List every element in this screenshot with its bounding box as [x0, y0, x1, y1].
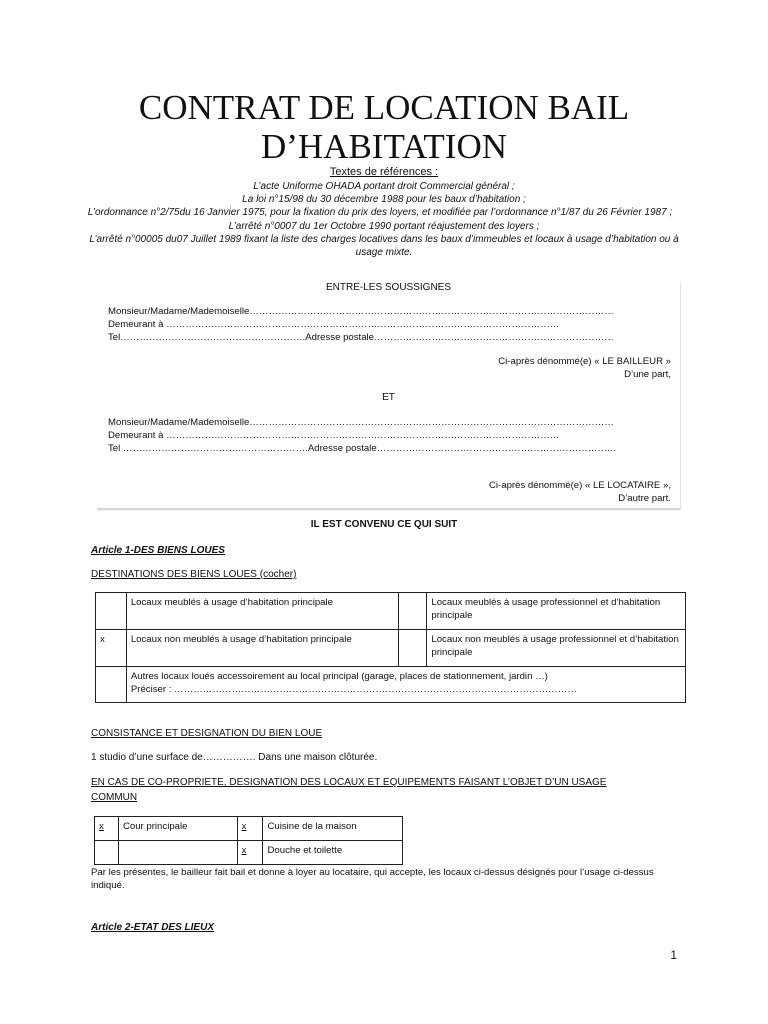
- reference-line-5: L’arrêté n°00005 du07 Juillet 1989 fixant la liste des charges locatives dans les baux d’immeubles et locaux à usage d’habitation ou à: [89, 234, 679, 245]
- locataire-name-line: Monsieur/Madame/Mademoiselle……………………………………………………………………………………………………: [108, 417, 614, 428]
- parties-heading: ENTRE-LES SOUSSIGNES: [325, 282, 452, 293]
- document-title-line2: D’HABITATION: [260, 127, 508, 166]
- table-row: [95, 841, 403, 865]
- locataire-tel-line: Tel ………………………………………………….Adresse postale…………………………………………………………………: [108, 443, 617, 454]
- bailleur-address-line: Demeurant à ……………………………………………………………………………………………………………: [108, 319, 560, 330]
- table-row: [96, 630, 686, 667]
- destination-label: Locaux non meublés à usage professionnel et d’habitation principale: [427, 630, 686, 667]
- destination-label: Locaux meublés à usage d’habitation principale: [126, 593, 399, 630]
- checkbox-cell[interactable]: [96, 593, 127, 630]
- closing-text-line2: indiqué.: [91, 880, 125, 891]
- autres-locaux-text: Autres locaux loués accessoirement au local principal (garage, places de stationnement, jardin …): [130, 671, 548, 682]
- closing-text-line1: Par les présentes, le bailleur fait bail et donne à loyer au locataire, qui accepte, les locaux ci-dessus désignés pour l’usage ci-dessus: [91, 867, 654, 878]
- convenu-heading: IL EST CONVENU CE QUI SUIT: [310, 519, 458, 530]
- reference-line-1: L’acte Uniforme OHADA portant droit Commercial général ;: [253, 181, 515, 192]
- bailleur-part: D’une part,: [624, 369, 671, 380]
- page-number: 1: [670, 948, 677, 962]
- autres-locaux-cell: [126, 667, 685, 703]
- table-row: [96, 667, 686, 703]
- destinations-heading: DESTINATIONS DES BIENS LOUES (cocher): [91, 569, 297, 580]
- bailleur-name-line: Monsieur/Madame/Mademoiselle……………………………………………………………………………………………………: [108, 306, 614, 317]
- copro-heading-line1: EN CAS DE CO-PROPRIETE, DESIGNATION DES LOCAUX ET EQUIPEMENTS FAISANT L’OBJET D’UN USAGE: [91, 777, 607, 788]
- equipment-label: Cuisine de la maison: [263, 817, 403, 841]
- preciser-line: Préciser : ………………………………………………………………………………………………………………: [130, 684, 577, 695]
- locataire-designation: Ci-après dénommé(e) « LE LOCATAIRE »,: [489, 480, 671, 491]
- bailleur-tel-line: Tel………………………………………………….Adresse postale…………………………………………………………………: [108, 332, 614, 343]
- checkbox-cell[interactable]: [399, 630, 427, 667]
- checkbox-cell[interactable]: x: [95, 817, 119, 841]
- checkbox-cell[interactable]: [399, 593, 427, 630]
- destinations-table: [95, 592, 686, 703]
- locataire-address-line: Demeurant à ……………………………………………………………………………………………………………: [108, 430, 560, 441]
- checkbox-cell[interactable]: x: [237, 817, 263, 841]
- parties-separator: ET: [382, 392, 395, 403]
- destination-label: Locaux non meublés à usage d’habitation principale: [126, 630, 399, 667]
- article1-title: Article 1-DES BIENS LOUES: [91, 545, 225, 556]
- checkbox-cell[interactable]: [95, 841, 119, 865]
- table-row: [96, 593, 686, 630]
- equipment-label: Cour principale: [118, 817, 237, 841]
- consistance-heading: CONSISTANCE ET DESIGNATION DU BIEN LOUE: [91, 728, 323, 739]
- article2-title: Article 2-ETAT DES LIEUX: [91, 922, 214, 933]
- equipment-label: Douche et toilette: [263, 841, 403, 865]
- reference-line-2: La loi n°15/98 du 30 décembre 1988 pour les baux d’habitation ;: [242, 194, 526, 205]
- copro-heading-line2: COMMUN: [91, 792, 138, 803]
- references-heading: Textes de références :: [329, 166, 439, 178]
- document-title-line1: CONTRAT DE LOCATION BAIL: [138, 88, 630, 127]
- destination-label: Locaux meublés à usage professionnel et d’habitation principale: [427, 593, 686, 630]
- checkbox-cell[interactable]: [96, 667, 127, 703]
- reference-line-6: usage mixte.: [355, 247, 413, 258]
- consistance-text: 1 studio d’une surface de……………. Dans une maison clôturée.: [91, 752, 378, 763]
- checkbox-cell[interactable]: x: [237, 841, 263, 865]
- checkbox-cell[interactable]: x: [96, 630, 127, 667]
- bailleur-designation: Ci-après dénommé(e) « LE BAILLEUR »: [498, 356, 671, 367]
- table-row: [95, 817, 403, 841]
- reference-line-4: L’arrêté n°0007 du 1er Octobre 1990 portant réajustement des loyers ;: [228, 221, 540, 232]
- locataire-part: D’autre part.: [618, 493, 671, 504]
- equipment-label: [118, 841, 237, 865]
- reference-line-3: L’ordonnance n°2/75du 16 Janvier 1975, pour la fixation du prix des loyers, et modifiée par l’ordonnance n°1/87 du 26 Février 1987 ;: [87, 207, 673, 218]
- copro-table: [94, 816, 403, 865]
